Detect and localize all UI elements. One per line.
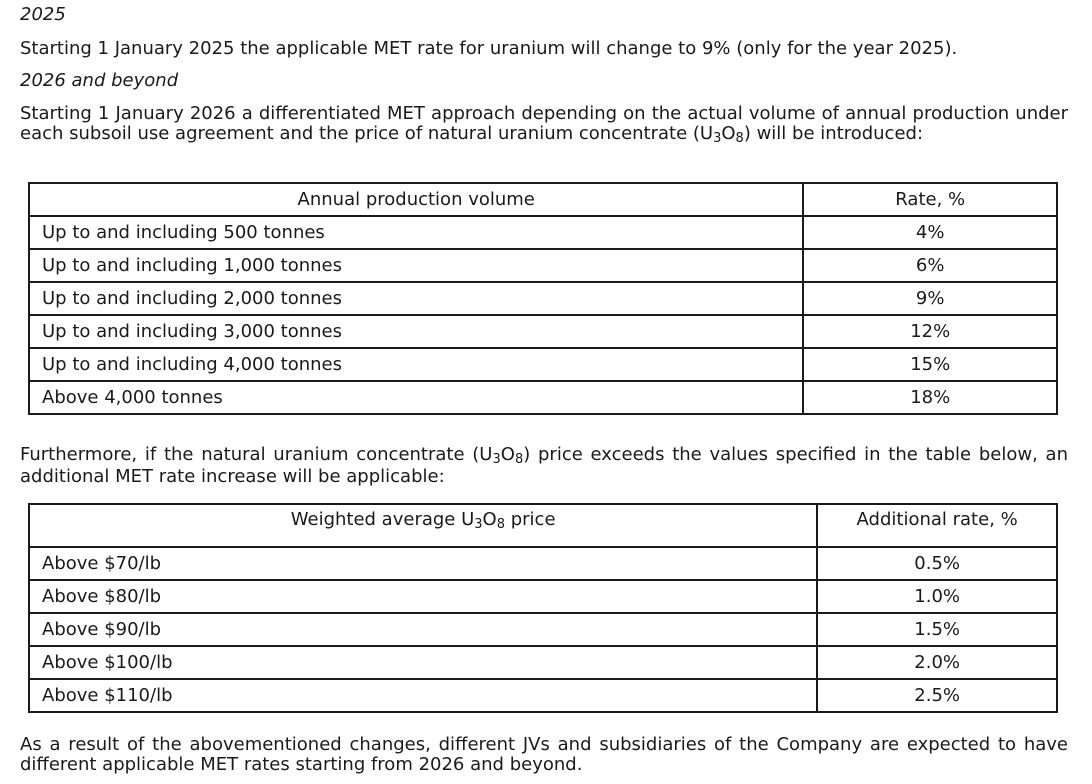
table-row [29, 381, 1057, 414]
price-cell: Above $100/lb [29, 646, 817, 679]
rate-cell: 15% [803, 348, 1057, 381]
volume-cell: Up to and including 4,000 tonnes [29, 348, 803, 381]
rate-cell: 6% [803, 249, 1057, 282]
volume-cell: Up to and including 3,000 tonnes [29, 315, 803, 348]
header-annual-production-volume: Annual production volume [29, 183, 803, 216]
rate-cell: 12% [803, 315, 1057, 348]
table-row [29, 315, 1057, 348]
paragraph-2025: Starting 1 January 2025 the applicable MET rate for uranium will change to 9% (only for the year 2025). [20, 38, 958, 59]
table-row [29, 646, 1057, 679]
rate-cell: 4% [803, 216, 1057, 249]
table-row [29, 249, 1057, 282]
paragraph-2026: Starting 1 January 2026 a differentiated MET approach depending on the actual volume of annual production under each subsoil use agreement and the price of natural uranium concentrate $(U_3O_8)$ will be introduced: [20, 103, 1068, 146]
table-header-row [29, 504, 1057, 547]
heading-2025: 2025 [20, 4, 66, 25]
volume-cell: Up to and including 1,000 tonnes [29, 249, 803, 282]
table-row [29, 348, 1057, 381]
rate-cell: 9% [803, 282, 1057, 315]
additional-rate-cell: 2.5% [817, 679, 1057, 712]
table-row [29, 282, 1057, 315]
price-cell: Above $80/lb [29, 580, 817, 613]
price-cell: Above $110/lb [29, 679, 817, 712]
header-weighted-average-price: Weighted average $U_3O_8$ price [29, 504, 817, 547]
volume-cell: Up to and including 500 tonnes [29, 216, 803, 249]
table-row [29, 679, 1057, 712]
additional-rate-cell: 2.0% [817, 646, 1057, 679]
price-cell: Above $90/lb [29, 613, 817, 646]
production-volume-table [28, 182, 1058, 415]
table-row [29, 547, 1057, 580]
volume-cell: Up to and including 2,000 tonnes [29, 282, 803, 315]
paragraph-result: As a result of the abovementioned changes, different JVs and subsidiaries of the Company are expected to have different applicable MET rates starting from 2026 and beyond. [20, 734, 1068, 775]
additional-rate-cell: 1.5% [817, 613, 1057, 646]
uranium-price-table [28, 503, 1058, 713]
heading-2026-and-beyond: 2026 and beyond [20, 70, 179, 91]
table-row [29, 216, 1057, 249]
table-header-row [29, 183, 1057, 216]
rate-cell: 18% [803, 381, 1057, 414]
additional-rate-cell: 1.0% [817, 580, 1057, 613]
header-rate: Rate, % [803, 183, 1057, 216]
price-cell: Above $70/lb [29, 547, 817, 580]
additional-rate-cell: 0.5% [817, 547, 1057, 580]
paragraph-price: Furthermore, if the natural uranium concentrate $(U_3O_8)$ price exceeds the values specified in the table below, an additional MET rate increase will be applicable: [20, 444, 1068, 487]
table-row [29, 613, 1057, 646]
header-additional-rate: Additional rate, % [817, 504, 1057, 547]
table-row [29, 580, 1057, 613]
volume-cell: Above 4,000 tonnes [29, 381, 803, 414]
